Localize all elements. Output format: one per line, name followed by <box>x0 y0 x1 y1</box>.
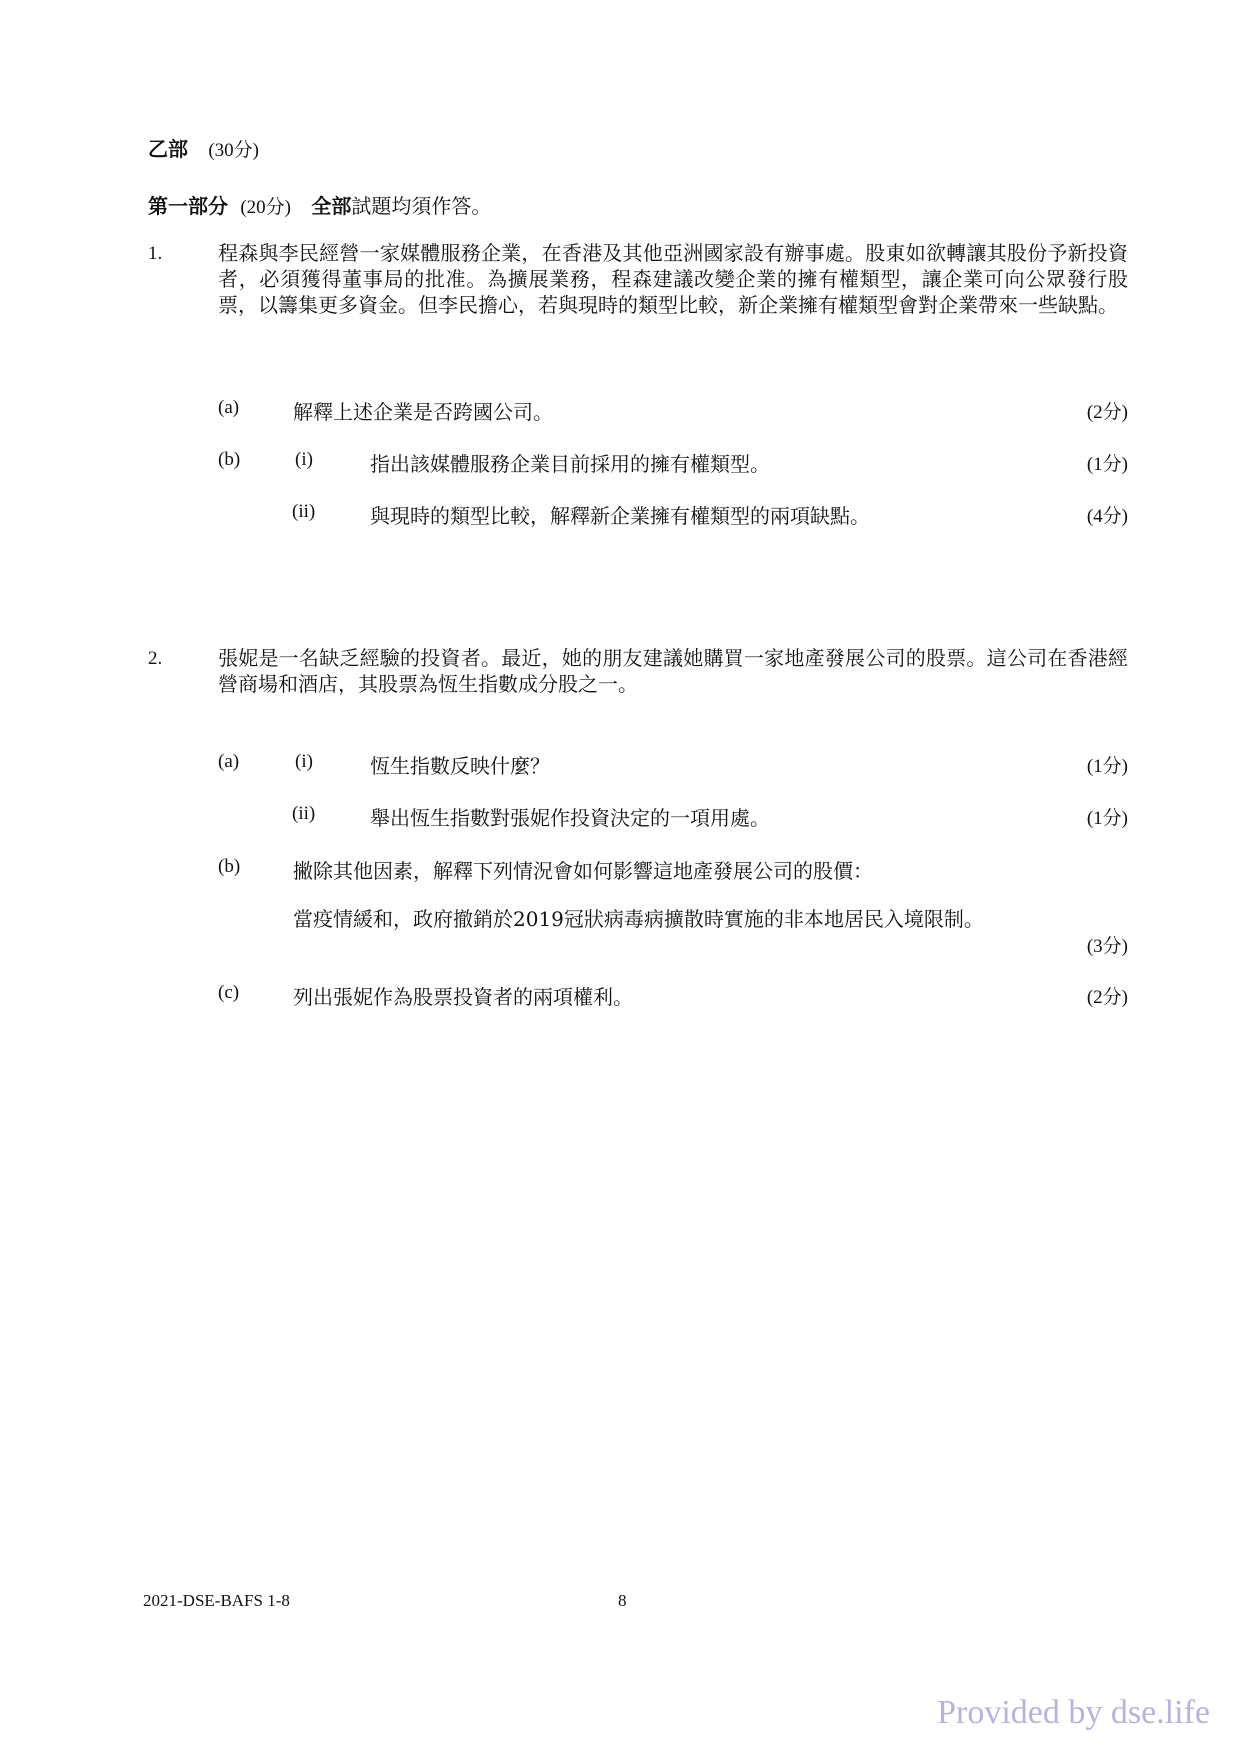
part-instruction: 試題均須作答。 <box>351 194 492 218</box>
q1a-text: 解釋上述企業是否跨國公司。 <box>293 400 553 424</box>
q1b-i-marks: (1分) <box>1086 454 1128 475</box>
q2c-marks: (2分) <box>1086 987 1128 1008</box>
q1b-ii-label: (ii) <box>292 501 316 522</box>
q1b-ii-marks: (4分) <box>1086 506 1128 527</box>
q1b-i-text: 指出該媒體服務企業目前採用的擁有權類型。 <box>370 452 770 476</box>
part-header <box>148 190 491 219</box>
section-marks: (30分) <box>208 140 260 161</box>
question-2-number: 2. <box>148 648 163 669</box>
q2a-ii-text: 舉出恆生指數對張妮作投資決定的一項用處。 <box>370 806 770 830</box>
q2a-ii-label: (ii) <box>292 803 316 824</box>
q1a-label: (a) <box>218 397 240 418</box>
q2b-text: 撇除其他因素，解釋下列情況會如何影響這地產發展公司的股價： <box>293 859 873 883</box>
part-marks: (20分) <box>240 197 292 218</box>
q2c-label: (c) <box>218 982 240 1003</box>
question-2-stem: 張妮是一名缺乏經驗的投資者。最近，她的朋友建議她購買一家地產發展公司的股票。這公司在香港經營商場和酒店，其股票為恆生指數成分股之一。 <box>218 646 1128 696</box>
section-title: 乙部 <box>148 137 188 161</box>
q1a-marks: (2分) <box>1086 402 1128 423</box>
q1b-i-label: (i) <box>295 449 313 470</box>
section-header <box>148 133 259 162</box>
q2a-i-label: (i) <box>295 751 313 772</box>
question-1-stem: 程森與李民經營一家媒體服務企業，在香港及其他亞洲國家設有辦事處。股東如欲轉讓其股份予新投資者，必須獲得董事局的批准。為擴展業務，程森建議改變企業的擁有權類型，讓企業可向公眾發行股票，以籌集更多資金。但李民擔心，若與現時的類型比較，新企業擁有權類型會對企業帶來一些缺點。 <box>218 241 1128 317</box>
question-1-number: 1. <box>148 243 163 264</box>
q1b-ii-text: 與現時的類型比較，解釋新企業擁有權類型的兩項缺點。 <box>370 504 870 528</box>
part-title: 第一部分 <box>148 194 228 218</box>
footer-page-number: 8 <box>618 1591 627 1610</box>
q2a-label: (a) <box>218 751 240 772</box>
q1b-label: (b) <box>218 449 241 470</box>
q2b-label: (b) <box>218 856 241 877</box>
footer-paper-code: 2021-DSE-BAFS 1-8 <box>143 1591 290 1610</box>
q2a-ii-marks: (1分) <box>1086 808 1128 829</box>
part-instruction-bold: 全部 <box>311 194 352 218</box>
q2c-text: 列出張妮作為股票投資者的兩項權利。 <box>293 985 633 1009</box>
q2a-i-text: 恆生指數反映什麼？ <box>370 754 550 778</box>
q2b-marks: (3分) <box>1086 936 1128 957</box>
q2a-i-marks: (1分) <box>1086 756 1128 777</box>
q2b-scenario: 當疫情緩和，政府撤銷於2019冠狀病毒病擴散時實施的非本地居民入境限制。 <box>293 907 984 931</box>
watermark: Provided by dse.life <box>937 1694 1210 1731</box>
